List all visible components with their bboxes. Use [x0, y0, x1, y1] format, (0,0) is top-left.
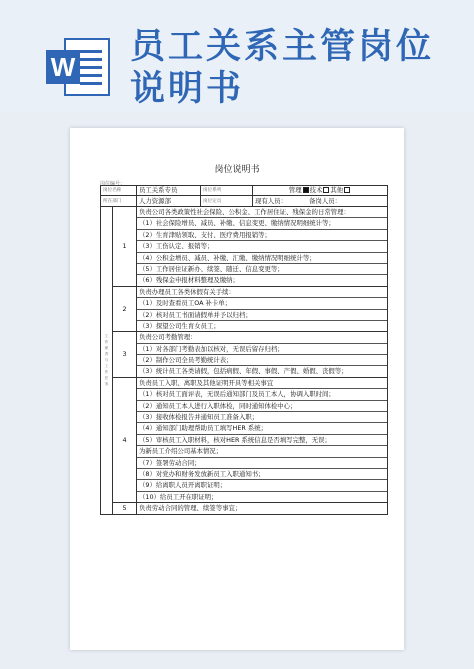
duty-row-1 — [101, 207, 388, 287]
duty-line: （1）对各部门考勤表加以核对，无误后留存归档； — [137, 344, 387, 355]
duty-line: 负责公司各类政策性社会保险、公积金、工作居住证、残保金的日常管理： — [137, 207, 387, 218]
duty-line: （6）残保金申报材料整理及缴纳； — [139, 276, 239, 285]
duty-line: （8）对党办和财务发放新员工入职通知书； — [137, 469, 387, 480]
banner-title-line2: 说明书 — [130, 69, 245, 109]
duty-body — [137, 503, 388, 514]
header-row-department — [101, 196, 388, 207]
banner-title — [130, 26, 434, 110]
duty-number: 2 — [113, 286, 137, 332]
position-name-label: 岗位名称 — [101, 186, 137, 196]
duty-line: （5）工作居住证新办、续签、随迁、信息变更等； — [137, 264, 387, 275]
duty-line: 负责公司考勤管理： — [137, 332, 387, 343]
headcount-label: 岗位定员 — [201, 196, 253, 207]
duty-row-4 — [101, 377, 388, 502]
duty-line: 为新员工介绍公司基本情况； — [137, 446, 387, 457]
duty-line: （3）工伤认定、报销等； — [137, 241, 387, 252]
duty-line: （2）通知员工本人进行入职体检，同时通知体检中心； — [137, 401, 387, 412]
duty-line: （3）探望公司生育女员工； — [139, 321, 220, 330]
series-tech-checkbox[interactable] — [323, 187, 329, 193]
position-series-options — [253, 186, 388, 196]
reserve-staff-label: 备岗人员： — [309, 196, 342, 205]
series-other-label: 其他 — [330, 186, 344, 194]
banner — [0, 0, 474, 112]
duty-line: （7）签署劳动合同； — [137, 458, 387, 469]
position-series-label: 岗位系列 — [201, 186, 253, 196]
banner-title-line1: 员工关系主管岗位 — [130, 27, 435, 67]
duty-line: 负责办理员工各类休假有关手续： — [137, 287, 387, 298]
duty-line: （2）生育津贴领取、支付、医疗费用报销等； — [137, 230, 387, 241]
duty-line: （9）给离职人员开离职证明； — [137, 480, 387, 491]
series-mgmt-label: 管理 — [288, 186, 302, 194]
series-mgmt-checkbox[interactable] — [303, 187, 309, 193]
document-page — [70, 128, 404, 650]
department-label: 所在部门 — [101, 196, 137, 207]
duty-line: （4）公积金增员、减员、补缴、汇缴、缴纳情况明细统计等； — [137, 253, 387, 264]
duty-line: （2）制作公司全员考勤统计表； — [137, 355, 387, 366]
current-staff-label: 现有人员： — [255, 196, 287, 205]
duty-row-5 — [101, 503, 388, 514]
job-description-table — [100, 185, 388, 515]
word-logo-letter: W — [46, 50, 80, 84]
duty-line: 负责员工入职、离职及其他证明开具等相关事宜 — [137, 378, 387, 389]
header-row-position — [101, 186, 388, 196]
duty-line: 负责劳动合同的管理、续签等事宜； — [139, 504, 242, 513]
duty-line: （4）通知部门助理帮助员工填写HER 系统； — [137, 423, 387, 434]
word-doc-icon — [46, 38, 112, 96]
document-title: 岗位说明书 — [214, 165, 260, 175]
duty-line: （1）核对员工面评表，无误后通知部门及员工本人，协调入职时间； — [137, 389, 387, 400]
series-other-checkbox[interactable] — [344, 187, 350, 193]
duties-side-label: 工作职责与工作任务 — [101, 207, 113, 515]
duty-line: （2）核对员工书面请假单并予以归档； — [137, 310, 387, 321]
duty-line: （1）及时查看员工OA 补卡单； — [137, 298, 387, 309]
duty-line: （1）社会保险增员、减员、补缴、信息变更、缴纳情况明细统计等； — [137, 218, 387, 229]
duty-body — [137, 286, 388, 332]
duty-body — [137, 377, 388, 502]
position-code-label: 岗位编号： — [100, 181, 126, 187]
duty-line: （3）统计员工各类请假，包括病假、年假、事假、产假、婚假、丧假等； — [139, 367, 348, 376]
duty-line: （5）审核员工入职材料，核对HER 系统信息是否填写完整，无误； — [137, 435, 387, 446]
duty-number: 5 — [113, 503, 137, 514]
duty-body — [137, 207, 388, 287]
duty-line: （3）接收体检报告并通知员工准备入职； — [137, 412, 387, 423]
duty-row-3 — [101, 332, 388, 378]
duty-number: 4 — [113, 377, 137, 502]
department-value: 人力资源部 — [137, 196, 201, 207]
duty-row-2 — [101, 286, 388, 332]
duty-number: 3 — [113, 332, 137, 378]
headcount-fields — [253, 196, 388, 207]
position-name-value: 员工关系专员 — [137, 186, 201, 196]
duty-body — [137, 332, 388, 378]
duty-number: 1 — [113, 207, 137, 287]
series-tech-label: 技术 — [309, 186, 323, 194]
duty-line: （10）给员工开在职证明； — [139, 492, 218, 501]
